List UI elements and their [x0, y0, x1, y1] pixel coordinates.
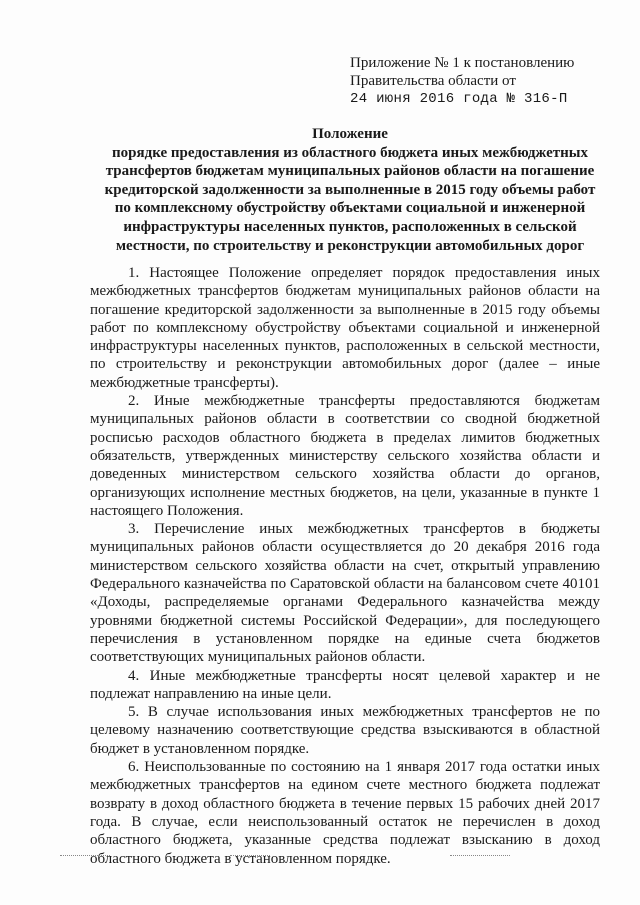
- scan-artifact: [60, 855, 110, 858]
- scan-artifact: [230, 855, 270, 858]
- paragraph-6: 6. Неиспользованные по состоянию на 1 января 2017 года остатки иных межбюджетных трансфертов на едином счете местного бюджета подлежат возврату в доход областного бюджета в течение первых 15 рабочих дней 2017 года. В случае, если неиспользованный остаток не перечислен в доход областного бюджета, указанные средства подлежат взысканию в доход областного бюджета в установленном порядке.: [90, 759, 600, 867]
- title-line-5: по комплексному обустройству объектами социальной и инженерной: [114, 200, 586, 217]
- paragraph-3: 3. Перечисление иных межбюджетных трансфертов в бюджеты муниципальных районов области осуществляется до 20 декабря 2016 года министерством сельского хозяйства области на счет, открытый управлению Федерального казначейства по Саратовской области на балансовом счете 40101 «Доходы, распределяемые органами Федерального казначейства между уровнями бюджетной системы Российской Федерации», для последующего перечисления в установленном порядке на единые счета бюджетов соответствующих муниципальных районов области.: [90, 521, 600, 666]
- title-line-3: трансфертов бюджетам муниципальных районов области на погашение: [105, 163, 595, 180]
- paragraph-2: 2. Иные межбюджетные трансферты предоставляются бюджетам муниципальных районов области в соответствии со сводной бюджетной росписью расходов областного бюджета в пределах лимитов бюджетных обязательств, утвержденных министерству сельского хозяйства области и доведенных министерством сельского хозяйства области до органов, организующих исполнение местных бюджетов, на цели, указанные в пункте 1 настоящего Положения.: [90, 393, 600, 519]
- title-line-7: местности, по строительству и реконструкции автомобильных дорог: [115, 237, 585, 254]
- attachment-header-date-line: 24 июня 2016 года № 316-П: [350, 91, 568, 107]
- attachment-header: [350, 54, 620, 108]
- title-line-1: Положение: [312, 126, 388, 142]
- paragraph-1: 1. Настоящее Положение определяет порядок предоставления иных межбюджетных трансфертов бюджетам муниципальных районов области на погашение кредиторской задолженности за выполненные в 2015 году объемы работ по комплексному обустройству объектами социальной и инженерной инфраструктуры населенных пунктов, расположенных в сельской местности, по строительству и реконструкции автомобильных дорог (далее – иные межбюджетные трансферты).: [90, 265, 600, 391]
- document-title: [60, 125, 640, 255]
- paragraph-5: 5. В случае использования иных межбюджетных трансфертов не по целевому назначению соответствующие средства взыскиваются в областной бюджет в установленном порядке.: [90, 704, 600, 757]
- title-line-2: порядке предоставления из областного бюджета иных межбюджетных: [112, 144, 588, 161]
- attachment-header-line-2: Правительства области от: [350, 73, 516, 89]
- document-body: [90, 264, 600, 868]
- title-line-4: кредиторской задолженности за выполненные в 2015 году объемы работ: [104, 181, 596, 198]
- scan-artifact: [450, 855, 510, 858]
- attachment-header-line-1: Приложение № 1 к постановлению: [350, 55, 575, 71]
- title-line-6: инфраструктуры населенных пунктов, расположенных в сельской: [123, 218, 577, 235]
- paragraph-4: 4. Иные межбюджетные трансферты носят целевой характер и не подлежат направлению на иные цели.: [90, 667, 600, 702]
